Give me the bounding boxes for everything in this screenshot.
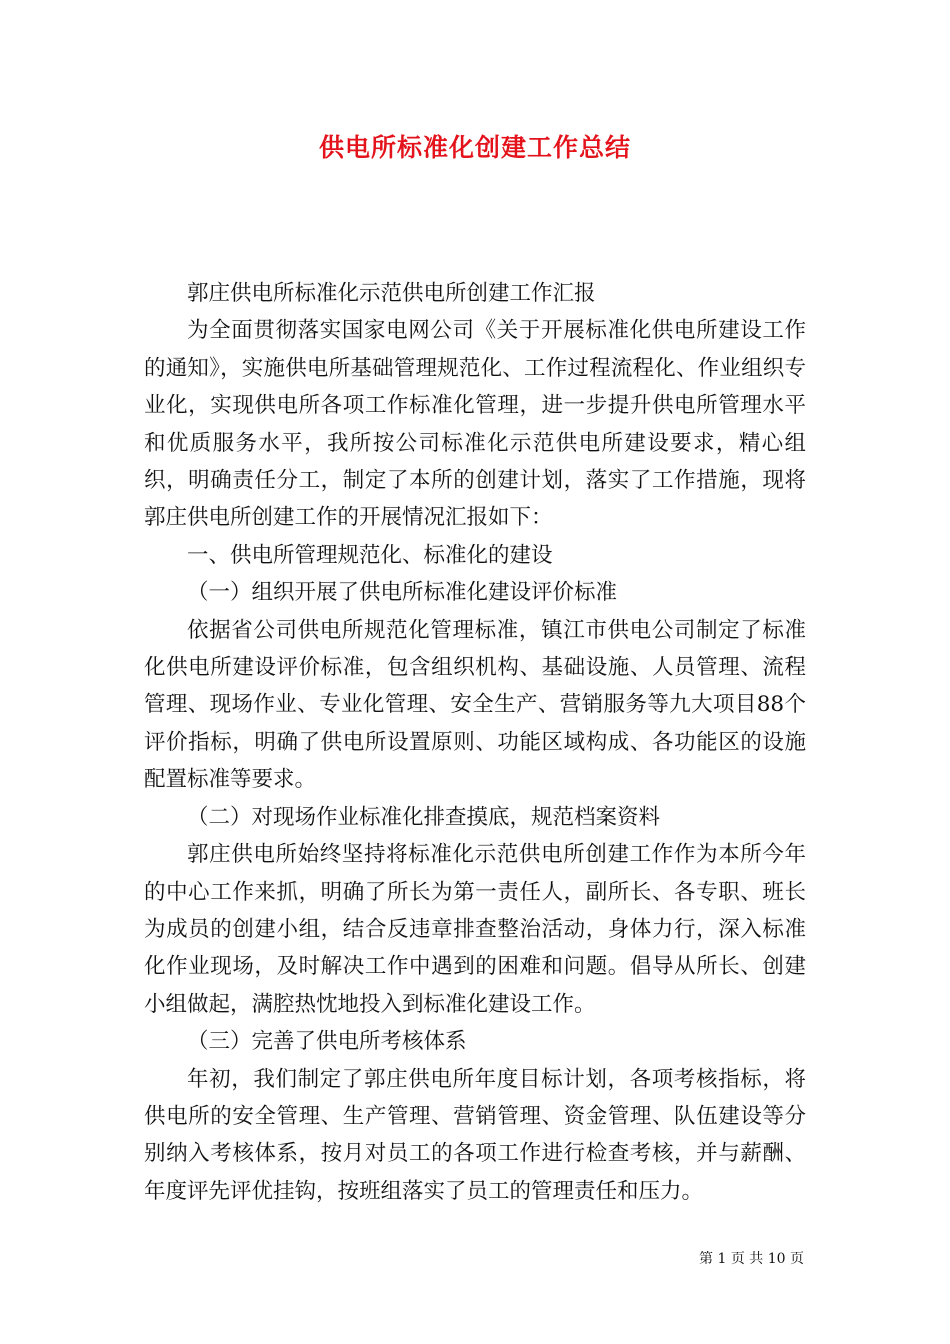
page-number: 第 1 页 共 10 页 xyxy=(699,1251,804,1267)
subsection-1-body: 依据省公司供电所规范化管理标准，镇江市供电公司制定了标准化供电所建设评价标准，包含组织机构、基础设施、人员管理、流程管理、现场作业、专业化管理、安全生产、营销服务等九大项目88个评价指标，明确了供电所设置原则、功能区域构成、各功能区的设施配置标准等要求。 xyxy=(144,617,806,793)
document-title: 供电所标准化创建工作总结 xyxy=(318,133,631,162)
subsection-2-body: 郭庄供电所始终坚持将标准化示范供电所创建工作作为本所今年的中心工作来抓，明确了所长为第一责任人，副所长、各专职、班长为成员的创建小组，结合反违章排查整治活动，身体力行，深入标准化作业现场，及时解决工作中遇到的困难和问题。倡导从所长、创建小组做起，满腔热忱地投入到标准化建设工作。 xyxy=(144,842,806,1017)
subsection-2-heading: （二）对现场作业标准化排查摸底，规范档案资料 xyxy=(187,804,661,830)
report-subtitle: 郭庄供电所标准化示范供电所创建工作汇报 xyxy=(187,281,596,306)
section-1-heading: 一、供电所管理规范化、标准化的建设 xyxy=(187,542,553,568)
document-body xyxy=(144,275,806,1210)
subsection-3-heading: （三）完善了供电所考核体系 xyxy=(187,1029,467,1055)
intro-paragraph: 为全面贯彻落实国家电网公司《关于开展标准化供电所建设工作的通知》，实施供电所基础管理规范化、工作过程流程化、作业组织专业化，实现供电所各项工作标准化管理，进一步提升供电所管理水平和优质服务水平，我所按公司标准化示范供电所建设要求，精心组织，明确责任分工，制定了本所的创建计划，落实了工作措施，现将郭庄供电所创建工作的开展情况汇报如下： xyxy=(144,318,806,531)
subsection-3-body: 年初，我们制定了郭庄供电所年度目标计划，各项考核指标，将供电所的安全管理、生产管理、营销管理、资金管理、队伍建设等分别纳入考核体系，按月对员工的各项工作进行检查考核，并与薪酬、年度评先评优挂钩，按班组落实了员工的管理责任和压力。 xyxy=(144,1066,806,1204)
subsection-1-heading: （一）组织开展了供电所标准化建设评价标准 xyxy=(187,580,618,606)
